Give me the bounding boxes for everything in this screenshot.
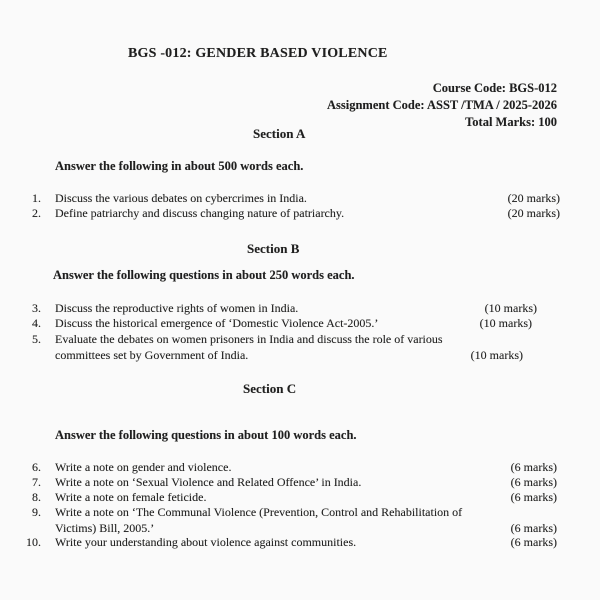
question-marks: (6 marks) <box>510 460 557 474</box>
question-row <box>0 191 600 206</box>
question-text: Write a note on ‘Sexual Violence and Related Offence’ in India. <box>55 475 362 489</box>
question-text: Discuss the historical emergence of ‘Domestic Violence Act-2005.’ <box>55 316 379 330</box>
question-marks: (10 marks) <box>479 316 532 330</box>
question-marks: (6 marks) <box>510 475 557 489</box>
section-a-heading: Section A <box>253 126 306 141</box>
section-a-instruction: Answer the following in about 500 words each. <box>55 159 304 173</box>
document-meta <box>327 80 557 131</box>
question-text: Evaluate the debates on women prisoners in India and discuss the role of various <box>55 332 443 346</box>
course-code: Course Code: BGS-012 <box>432 81 557 95</box>
question-number: 7. <box>32 475 41 489</box>
question-text: Discuss the various debates on cybercrimes in India. <box>55 191 307 205</box>
question-number: 2. <box>32 206 41 220</box>
question-text: Write a note on ‘The Communal Violence (Prevention, Control and Rehabilitation of <box>55 505 463 519</box>
question-text: Write a note on gender and violence. <box>55 460 232 474</box>
question-marks: (6 marks) <box>510 490 557 504</box>
question-row-continuation <box>0 521 600 536</box>
question-marks: (6 marks) <box>510 521 557 535</box>
question-number: 1. <box>32 191 41 205</box>
question-marks: (20 marks) <box>507 191 560 205</box>
question-number: 8. <box>32 490 41 504</box>
question-number: 3. <box>32 301 41 315</box>
document-title: BGS -012: GENDER BASED VIOLENCE <box>128 46 388 61</box>
question-row <box>0 316 600 331</box>
question-row <box>0 301 600 316</box>
question-text: Write your understanding about violence against communities. <box>55 535 357 549</box>
assignment-code: Assignment Code: ASST /TMA / 2025-2026 <box>326 98 557 112</box>
question-row <box>0 535 600 550</box>
question-row <box>0 332 600 347</box>
question-number: 4. <box>32 316 41 330</box>
total-marks: Total Marks: 100 <box>465 115 557 129</box>
question-number: 6. <box>32 460 41 474</box>
question-row <box>0 460 600 475</box>
question-text: Discuss the reproductive rights of women in India. <box>55 301 299 315</box>
question-marks: (10 marks) <box>484 301 537 315</box>
question-row <box>0 206 600 221</box>
question-text: committees set by Government of India. <box>55 348 249 362</box>
question-text: Write a note on female feticide. <box>55 490 207 504</box>
question-row <box>0 490 600 505</box>
question-row <box>0 475 600 490</box>
section-b-heading: Section B <box>247 241 300 256</box>
question-text: Define patriarchy and discuss changing nature of patriarchy. <box>55 206 345 220</box>
question-marks: (10 marks) <box>470 348 523 362</box>
question-marks: (20 marks) <box>507 206 560 220</box>
question-marks: (6 marks) <box>510 535 557 549</box>
question-number: 10. <box>26 535 41 549</box>
question-number: 9. <box>32 505 41 519</box>
section-c-instruction: Answer the following questions in about 100 words each. <box>55 428 357 442</box>
question-number: 5. <box>32 332 41 346</box>
question-text: Victims) Bill, 2005.’ <box>55 521 155 535</box>
section-b-instruction: Answer the following questions in about 250 words each. <box>53 268 355 282</box>
question-row <box>0 505 600 520</box>
question-row-continuation <box>0 348 600 363</box>
section-c-heading: Section C <box>243 381 297 396</box>
